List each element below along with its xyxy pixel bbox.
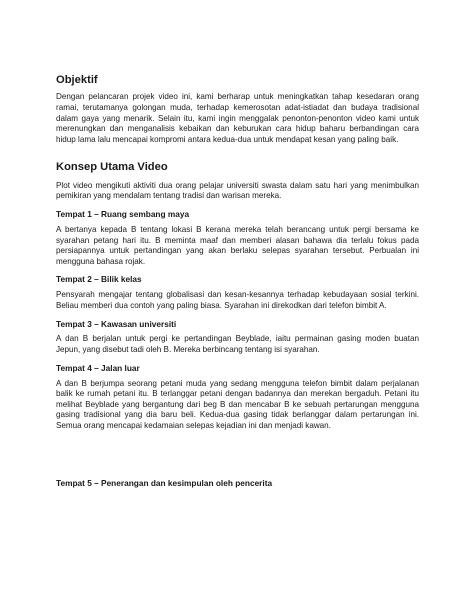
- heading-tempat-1: Tempat 1 – Ruang sembang maya: [56, 209, 190, 220]
- paragraph-konsep-intro: Plot video mengikuti aktiviti dua orang pelajar universiti swasta dalam satu hari yang menimbulkan pemikiran yang mendalam tentang tradisi dan warisan mereka.: [56, 180, 419, 201]
- paragraph-tempat-1: A bertanya kepada B tentang lokasi B kerana mereka telah berancang untuk pergi bersama ke syarahan petang hari itu. B meminta maaf dan memberi alasan bahawa dia terlalu fokus pada persiapannya untuk pertandingan yang akan berlaku selepas syarahan tersebut. Perbualan ini mengguna bahasa rojak.: [56, 224, 419, 266]
- paragraph-tempat-3: A dan B berjalan untuk pergi ke pertandingan Beyblade, iaitu permainan gasing moden buatan Jepun, yang disebut tadi oleh B. Mereka berbincang tentang isi syarahan.: [56, 334, 419, 355]
- paragraph-tempat-2: Pensyarah mengajar tentang globalisasi dan kesan-kesannya terhadap kebudayaan sosial terkini. Beliau memberi dua contoh yang paling biasa. Syarahan ini direkodkan dari telefon bimbit A.: [56, 290, 419, 310]
- heading-tempat-4: Tempat 4 – Jalan luar: [56, 362, 140, 373]
- section-heading-objektif: Objektif: [56, 74, 98, 86]
- paragraph-tempat-4: A dan B berjumpa seorang petani muda yang sedang mengguna telefon bimbit dalam perjalanan balik ke rumah petani itu. B terlanggar petani dengan badannya dan merekan bergaduh. Petani itu melihat Beyblade yang bergantung dari beg B dan mencabar B ke sebuah pertarungan mengguna gasing tradisional yang dia baru beli. Kedua-dua gasing tidak berlanggar dalam pertarungan ini. Semua orang mencapai kedamaian selepas kejadian ini dan menjadi kawan.: [56, 378, 419, 430]
- paragraph-objektif: Dengan pelancaran projek video ini, kami berharap untuk meningkatkan tahap kesedaran orang ramai, terutamanya golongan muda, terhadap kemerosotan adat-istiadat dan budaya tradisional dalam gaya yang menarik. Selain itu, kami ingin menggalak penonton-penonton video kami untuk merenungkan dan menganalisis kebaikan dan keburukan cara hidup baharu berbandingan cara hidup lama lalu mencapai kompromi antara kedua-dua untuk mendapat kesan yang paling baik.: [56, 92, 419, 144]
- section-heading-konsep: Konsep Utama Video: [56, 161, 168, 174]
- heading-tempat-5: Tempat 5 – Penerangan dan kesimpulan oleh pencerita: [56, 477, 273, 488]
- heading-tempat-2: Tempat 2 – Bilik kelas: [56, 274, 142, 285]
- heading-tempat-3: Tempat 3 – Kawasan universiti: [56, 318, 177, 329]
